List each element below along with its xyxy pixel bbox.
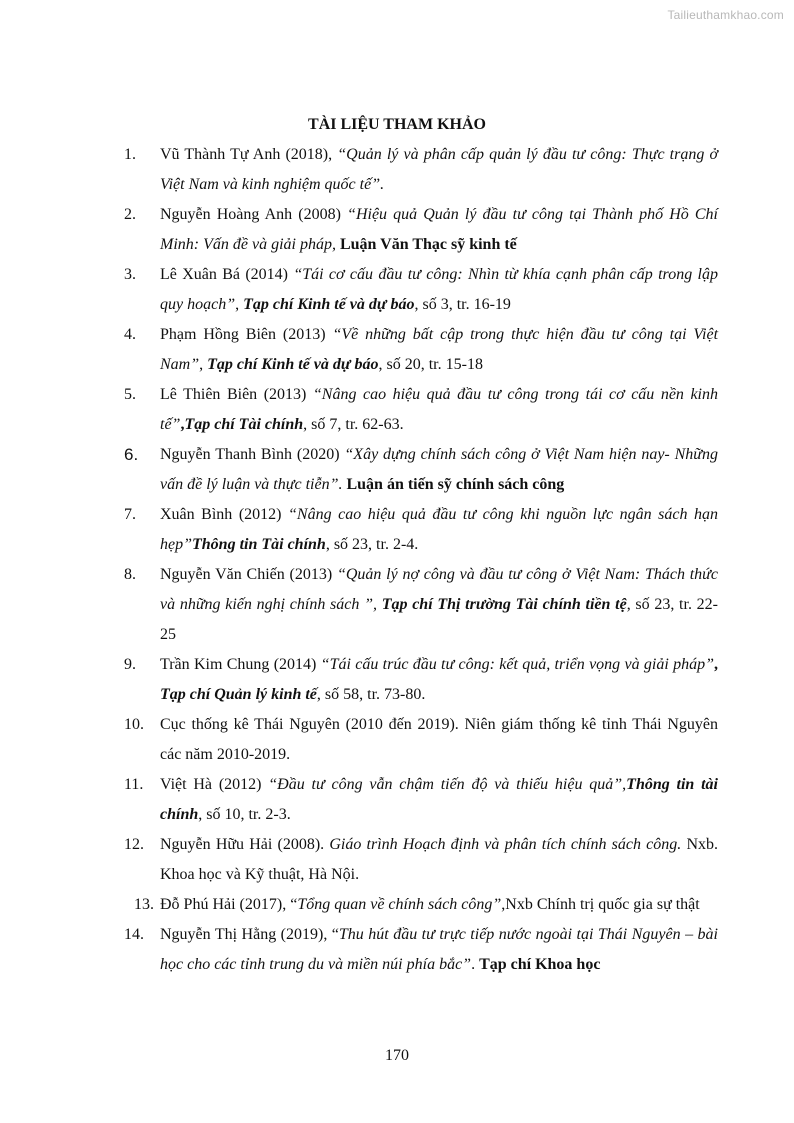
reference-segment: Nxb. Khoa học và Kỹ thuật, Hà Nội. [160,836,718,883]
reference-segment: , số 7, tr. 62-63. [303,416,404,433]
reference-segment: , [199,356,208,373]
reference-segment: , số 20, tr. 15-18 [378,356,483,373]
watermark: Tailieuthamkhao.com [667,8,784,22]
reference-segment: Tạp chí Kinh tế và dự báo [243,296,415,313]
reference-segment: Tạp chí Thị trường Tài chính tiền tệ [381,596,627,613]
reference-number: 10. [124,716,144,733]
reference-text [160,830,718,890]
reference-item [0,140,794,200]
reference-item [0,440,794,500]
reference-segment: Lê Xuân Bá (2014) [160,266,294,283]
reference-segment: Lê Thiên Biên (2013) [160,386,313,403]
reference-item [0,500,794,560]
reference-segment: , số 10, tr. 2-3. [198,806,291,823]
reference-item [0,260,794,320]
reference-segment: Nguyễn Thanh Bình (2020) [160,446,345,463]
reference-segment: Trần Kim Chung (2014) [160,656,321,673]
reference-item [0,560,794,650]
reference-number: 1. [124,146,136,163]
reference-segment: , [622,776,627,793]
reference-text [160,650,718,710]
reference-number: 14. [124,926,144,943]
reference-text [160,500,718,560]
reference-segment: Luận án tiến sỹ chính sách công [346,476,565,493]
reference-number: 9. [124,656,136,673]
reference-text [160,560,718,650]
reference-segment: Vũ Thành Tự Anh (2018), [160,146,338,163]
reference-segment: “Tái cấu trúc đầu tư công: kết quả, triển vọng và giải pháp” [320,656,714,673]
reference-segment: , số 3, tr. 16-19 [414,296,511,313]
reference-segment: Tạp chí Tài chính [184,416,304,433]
reference-item [0,920,794,980]
reference-segment: Thông tin tài chính [160,776,718,823]
reference-segment: , số 58, tr. 73-80. [316,686,426,703]
reference-segment: Tạp chí Kinh tế và dự báo [207,356,379,373]
reference-segment: Tạp chí Khoa học [479,956,601,973]
reference-segment: . [471,956,480,973]
reference-text [160,770,718,830]
reference-segment: Giáo trình Hoạch định và phân tích chính sách công. [329,836,682,853]
reference-segment: Phạm Hồng Biên (2013) [160,326,333,343]
reference-number: 4. [124,326,136,343]
reference-text [160,260,718,320]
reference-segment: “Hiệu quả Quản lý đầu tư công tại Thành phố Hồ Chí Minh: Vấn đề và giải pháp, [160,206,718,253]
reference-segment: Đỗ Phú Hải (2017), “ [160,896,298,913]
reference-segment: “Xây dựng chính sách công ở Việt Nam hiện nay- Những vấn đề lý luận và thực tiễn”. [160,446,719,493]
reference-segment: “Nâng cao hiệu quả đầu tư công khi nguồn lực ngân sách hạn hẹp” [160,506,718,553]
reference-segment: “Nâng cao hiệu quả đầu tư công trong tái cơ cấu nền kinh tế” [160,386,718,433]
reference-number: 2. [124,206,136,223]
reference-item [0,650,794,710]
page-number: 170 [385,1047,409,1064]
reference-segment: , [235,296,244,313]
reference-segment: Luận Văn Thạc sỹ kinh tế [339,236,517,253]
reference-number: 6. [124,445,139,464]
reference-number: 5. [124,386,136,403]
reference-item [0,770,794,830]
reference-segment: “Quản lý nợ công và đầu tư công ở Việt Nam: Thách thức và những kiến nghị chính sách ”, [160,566,718,613]
reference-segment: Xuân Bình (2012) [160,506,289,523]
reference-number: 12. [124,836,144,853]
reference-text [160,320,718,380]
reference-segment: Nguyễn Thị Hằng (2019), “ [160,926,339,943]
reference-text [160,440,718,500]
reference-segment: Tạp chí Quản lý kinh tế [160,686,317,703]
reference-segment: Thông tin Tài chính [192,536,326,553]
reference-item [0,710,794,770]
reference-text [160,710,718,770]
reference-text [160,380,718,440]
reference-segment: , [180,416,185,433]
reference-item [0,200,794,260]
reference-segment: “Về những bất cập trong thực hiện đầu tư công tại Việt Nam” [160,326,719,373]
reference-segment: Nguyễn Hoàng Anh (2008) [160,206,348,223]
reference-text [160,920,718,980]
reference-number: 13. [134,896,154,913]
reference-segment: Nguyễn Văn Chiến (2013) [160,566,337,583]
reference-item [0,830,794,890]
reference-item [0,380,794,440]
page-title: TÀI LIỆU THAM KHẢO [308,116,486,133]
reference-item [0,890,794,920]
reference-segment: “Đầu tư công vẫn chậm tiến độ và thiếu hiệu quả” [268,776,623,793]
reference-segment: “Quản lý và phân cấp quản lý đầu tư công: Thực trạng ở Việt Nam và kinh nghiệm quốc tế”. [160,146,719,193]
reference-number: 3. [124,266,136,283]
reference-number: 8. [124,566,136,583]
reference-segment: Nguyễn Hữu Hải (2008). [160,836,330,853]
reference-text [160,200,718,260]
reference-list [0,140,794,980]
reference-segment: Thu hút đầu tư trực tiếp nước ngoài tại Thái Nguyên – bài học cho các tỉnh trung du và miền núi phía bắc” [160,926,718,973]
reference-segment: , [714,656,718,673]
reference-segment: ,Nxb Chính trị quốc gia sự thật [501,896,700,913]
reference-segment: , số 23, tr. 22-25 [160,596,718,643]
reference-segment: “Tái cơ cấu đầu tư công: Nhìn từ khía cạnh phân cấp trong lập quy hoạch” [160,266,718,313]
reference-text [160,140,718,200]
reference-number: 11. [124,776,144,793]
reference-segment: Cục thống kê Thái Nguyên (2010 đến 2019). Niên giám thống kê tỉnh Thái Nguyên các năm 2010-2019. [160,716,718,763]
reference-segment: , số 23, tr. 2-4. [325,536,419,553]
reference-segment: Tổng quan về chính sách công” [297,896,502,913]
reference-segment: Việt Hà (2012) [160,776,269,793]
reference-item [0,320,794,380]
reference-number: 7. [124,506,136,523]
reference-text [160,890,718,920]
